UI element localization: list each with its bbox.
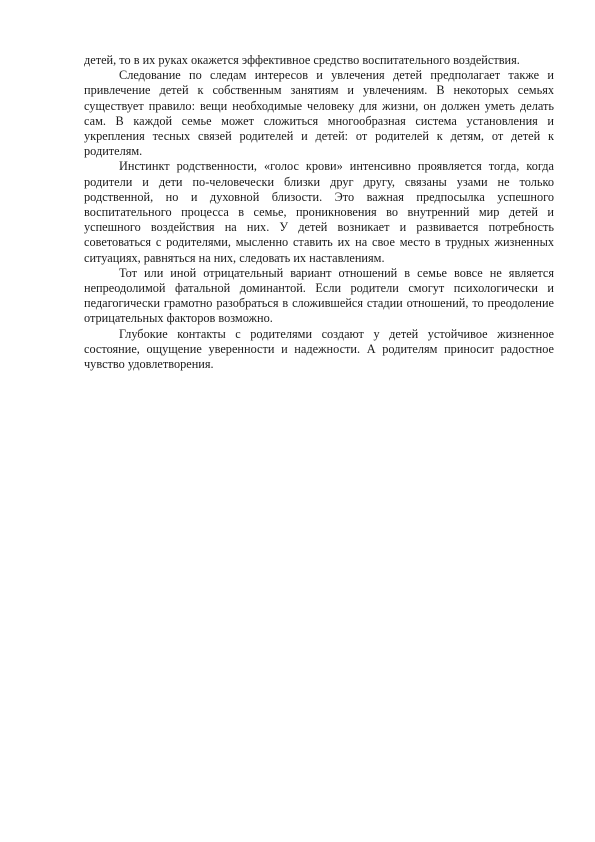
paragraph: Глубокие контакты с родителями создают у детей устойчивое жизненное состояние, ощущение уверенности и надежности. А родителям приносит радостное чувство удовлетворения. — [84, 326, 554, 372]
paragraph: Тот или иной отрицательный вариант отношений в семье вовсе не является непреодолимой фатальной доминантой. Если родители смогут психологически и педагогически грамотно разобраться в сложившейся стадии отношений, то преодоление отрицательных факторов возможно. — [84, 265, 554, 326]
paragraph: Следование по следам интересов и увлечения детей предполагает также и привлечение детей к собственным занятиям и увлечениям. В некоторых семьях существует правило: вещи необходимые человеку для жизни, он должен уметь делать сам. В каждой семье может сложиться многообразная система установления и укрепления тесных связей родителей и детей: от родителей к детям, от детей к родителям. — [84, 68, 554, 159]
paragraph: Инстинкт родственности, «голос крови» интенсивно проявляется тогда, когда родители и дети по-человечески близки друг другу, связаны узами не только родственной, но и духовной близости. Это важная предпосылка успешного воспитательного процесса в семье, проникновения во внутренний мир детей и успешного воздействия на них. У детей возникает и развивается потребность советоваться с родителями, мысленно ставить их на свое место в трудных жизненных ситуациях, равняться на них, следовать их наставлениям. — [84, 159, 554, 265]
paragraph-continuation: детей, то в их руках окажется эффективное средство воспитательного воздействия. — [84, 53, 520, 67]
body-text — [84, 53, 554, 372]
